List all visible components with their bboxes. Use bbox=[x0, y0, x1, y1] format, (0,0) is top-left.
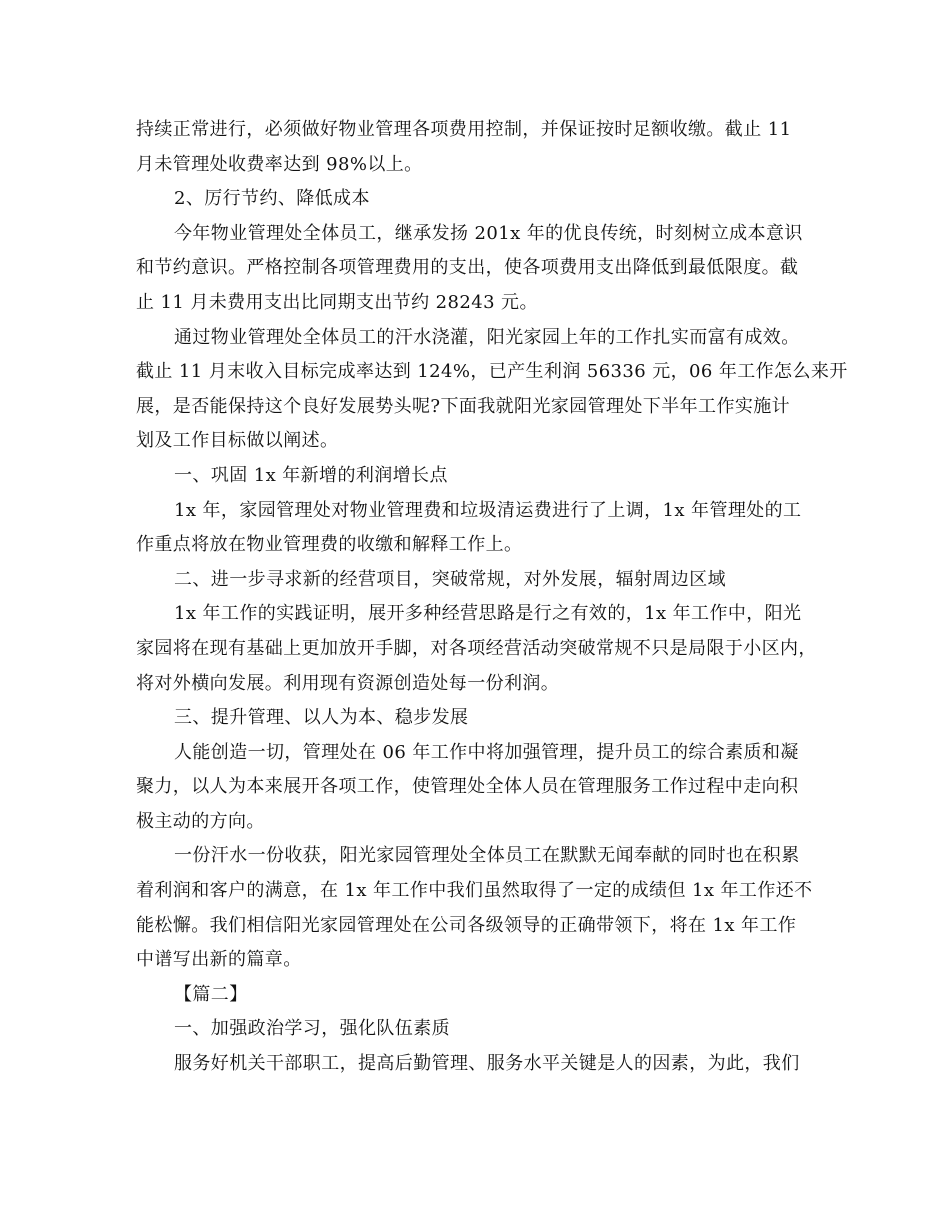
text-line-17: 将对外横向发展。利用现有资源创造处每一份利润。 bbox=[136, 672, 560, 694]
text-line-13: 作重点将放在物业管理费的收缴和解释工作上。 bbox=[136, 534, 523, 556]
section-heading-profit-growth: 一、巩固 1x 年新增的利润增长点 bbox=[174, 464, 448, 486]
text-line-8: 截止 11 月末收入目标完成率达到 124%，已产生利润 56336 元，06 年工作怎么来开 bbox=[136, 361, 848, 383]
part-heading-two: 【篇二】 bbox=[174, 983, 248, 1005]
text-line-20: 聚力，以人为本来展开各项工作，使管理处全体人员在管理服务工作过程中走向积 bbox=[136, 776, 799, 798]
text-line-16: 家园将在现有基础上更加放开手脚，对各项经营活动突破常规不只是局限于小区内， bbox=[136, 637, 817, 659]
text-line-1: 持续正常进行，必须做好物业管理各项费用控制，并保证按时足额收缴。截止 11 bbox=[136, 119, 792, 140]
text-line-24: 能松懈。我们相信阳光家园管理处在公司各级领导的正确带领下，将在 1x 年工作 bbox=[136, 914, 797, 936]
text-line-9: 展，是否能保持这个良好发展势头呢?下面我就阳光家园管理处下半年工作实施计 bbox=[136, 395, 791, 417]
text-line-28: 服务好机关干部职工，提高后勤管理、服务水平关键是人的因素，为此，我们 bbox=[174, 1053, 800, 1075]
section-heading-cost-saving: 2、厉行节约、降低成本 bbox=[174, 188, 370, 210]
text-line-2: 月未管理处收费率达到 98%以上。 bbox=[136, 153, 423, 175]
section-heading-political-study: 一、加强政治学习，强化队伍素质 bbox=[174, 1018, 450, 1040]
text-line-25: 中谱写出新的篇章。 bbox=[136, 949, 302, 971]
text-line-10: 划及工作目标做以阐述。 bbox=[136, 430, 339, 452]
section-heading-management: 三、提升管理、以人为本、稳步发展 bbox=[174, 707, 469, 729]
text-line-5: 和节约意识。严格控制各项管理费用的支出，使各项费用支出降低到最低限度。截 bbox=[136, 257, 799, 279]
text-line-15: 1x 年工作的实践证明，展开多种经营思路是行之有效的，1x 年工作中，阳光 bbox=[174, 603, 802, 625]
text-line-7: 通过物业管理处全体员工的汗水浇灌，阳光家园上年的工作扎实而富有成效。 bbox=[174, 326, 800, 348]
text-line-19: 人能创造一切，管理处在 06 年工作中将加强管理，提升员工的综合素质和凝 bbox=[174, 741, 799, 763]
text-line-4: 今年物业管理处全体员工，继承发扬 201x 年的优良传统，时刻树立成本意识 bbox=[174, 222, 803, 244]
text-line-22: 一份汗水一份收获，阳光家园管理处全体员工在默默无闻奉献的同时也在积累 bbox=[174, 845, 800, 867]
text-line-23: 着利润和客户的满意，在 1x 年工作中我们虽然取得了一定的成绩但 1x 年工作还不 bbox=[136, 880, 813, 902]
text-line-6: 止 11 月未费用支出比同期支出节约 28243 元。 bbox=[136, 291, 538, 313]
text-line-21: 极主动的方向。 bbox=[136, 810, 265, 832]
text-line-12: 1x 年，家园管理处对物业管理费和垃圾清运费进行了上调，1x 年管理处的工 bbox=[174, 499, 802, 521]
document-body bbox=[136, 113, 848, 1082]
section-heading-new-projects: 二、进一步寻求新的经营项目，突破常规，对外发展，辐射周边区域 bbox=[174, 568, 726, 590]
